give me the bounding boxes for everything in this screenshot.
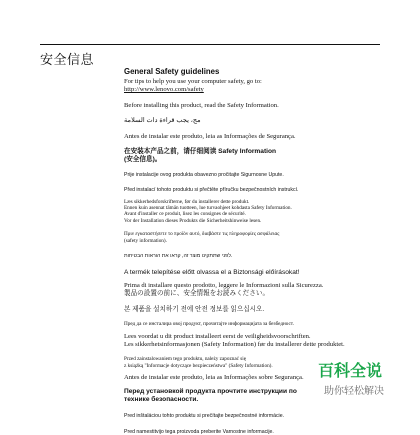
- watermark-subtitle: 助你轻松解决: [324, 386, 384, 397]
- paragraph-norwegian: Les sikkerhetsinformasjonen (Safety Information) før du installerer dette produktet.: [124, 340, 345, 348]
- paragraph-arabic: مج، يجب قراءة دات السلامة: [124, 117, 201, 125]
- safety-link[interactable]: http://www.lenovo.com/safety: [124, 86, 204, 94]
- paragraph-hungarian: A termék telepítése előtt olvassa el a Biztonsági előírásokat!: [124, 268, 300, 276]
- paragraph-chinese-simplified-2: (安全信息)。: [124, 156, 162, 164]
- paragraph-macedonian: Пред да се инсталира овој продукт, прочитајте информацијата за безбедност.: [124, 321, 294, 328]
- watermark-title: 百科全说: [318, 361, 383, 380]
- paragraph-portuguese: Antes de instalar este produto, leia as Informações sobre Segurança.: [124, 374, 304, 382]
- paragraph-croatian: Prije instalacije ovog produkta obavezno pročitajte Sigurnosne Upute.: [124, 171, 284, 178]
- paragraph-korean: 본 제품을 설치하기 전에 안전 정보를 읽으십시오.: [124, 305, 265, 313]
- paragraph-slovak: Pred inštaláciou tohto produktu si prečítajte bezpečnostné informácie.: [124, 413, 285, 420]
- paragraph-japanese: 製品の設置の前に、安全情報をお読みください。: [124, 290, 270, 298]
- paragraph-chinese-simplified: 在安装本产品之前，请仔细阅读 Safety Information: [124, 148, 277, 156]
- paragraph-finnish: Ennen kuin asennat tämän tuotteen, lue turvaohjeet kohdasta Safety Information.: [124, 205, 292, 212]
- paragraph-slovenian: Pred namestitvijo tega proizvoda preberite Varnostne informacije.: [124, 428, 274, 435]
- intro-text: For tips to help you use your computer safety, go to:: [124, 78, 262, 85]
- paragraph-polish-2: z książką "Informacje dotyczące bezpieczeństwa" (Safety Information).: [124, 362, 273, 369]
- paragraph-english: Before installing this product, read the Safety Information.: [124, 101, 279, 109]
- paragraph-czech: Před instalací tohoto produktu si přečtěte příručku bezpečnostních instrukcí.: [124, 187, 299, 194]
- safety-heading: General Safety guidelines: [124, 67, 220, 76]
- paragraph-dutch: Lees voordat u dit product installeert eerst de veiligheidsvoorschriften.: [124, 332, 311, 340]
- watermark: [300, 358, 410, 418]
- paragraph-russian-2: технике безопасности.: [124, 395, 199, 403]
- paragraph-french: Avant d'installer ce produit, lisez les consignes de sécurité.: [124, 211, 246, 218]
- header-rule: [40, 44, 380, 45]
- paragraph-greek: Πριν εγκαταστήσετε το προϊόν αυτό, διαβάστε τις πληροφορίες ασφάλειας: [124, 231, 280, 238]
- paragraph-italian: Prima di installare questo prodotto, leggere le Informazioni sulla Sicurezza.: [124, 281, 324, 289]
- paragraph-hebrew: לפני שתתקינו מוצר זה, קראו את הוראות הבטיחות.: [124, 253, 233, 260]
- paragraph-portuguese-br: Antes de instalar este produto, leia as Informações de Segurança.: [124, 132, 296, 140]
- paragraph-polish: Przed zainstalowaniem tego produktu, należy zapoznać się: [124, 356, 247, 363]
- section-title: 安全信息: [40, 53, 95, 68]
- paragraph-russian: Перед установкой продукта прочтите инструкции по: [124, 387, 297, 395]
- paragraph-german: Vor der Installation dieses Produkts die Sicherheitshinweise lesen.: [124, 217, 262, 224]
- paragraph-greek-2: (safety information).: [124, 237, 167, 244]
- paragraph-danish: Læs sikkerhedsforskrifterne, før du installerer dette produkt.: [124, 198, 250, 205]
